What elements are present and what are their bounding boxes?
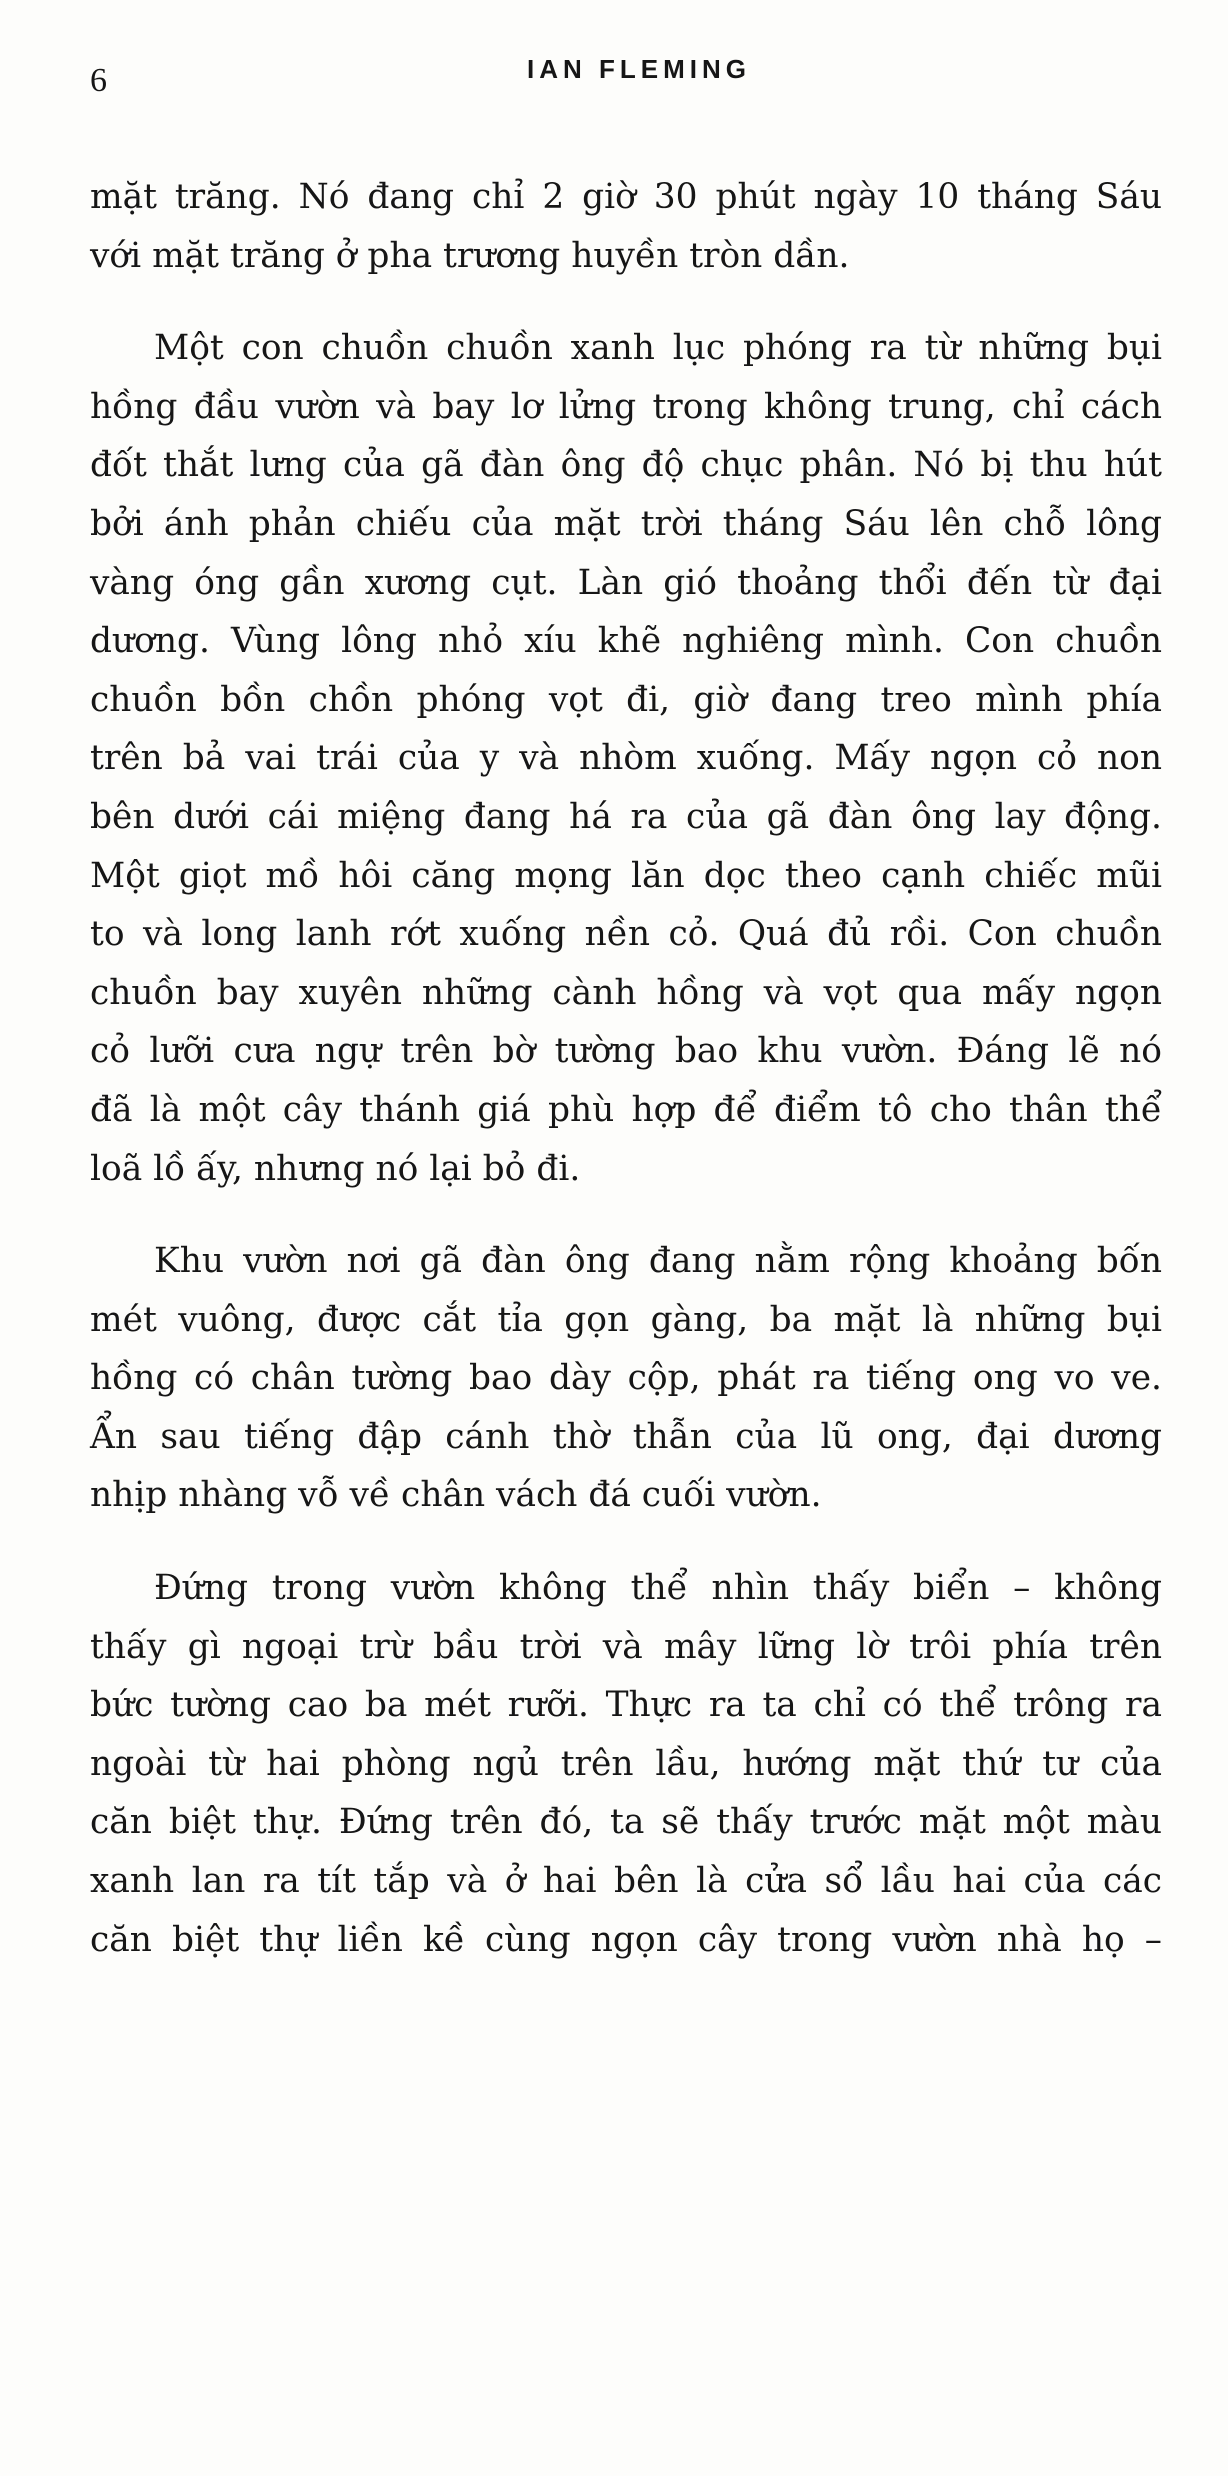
paragraph (90, 168, 1162, 285)
text-line: ngoài từ hai phòng ngủ trên lầu, hướng mặt thứ tư của (90, 1743, 1162, 1784)
text-line: trên bả vai trái của y và nhòm xuống. Mấy ngọn cỏ non (90, 738, 1162, 779)
text-line: đốt thắt lưng của gã đàn ông độ chục phân. Nó bị thu hút (90, 445, 1162, 486)
text-line: hồng có chân tường bao dày cộp, phát ra tiếng ong vo ve. (90, 1358, 1162, 1399)
text-line: loã lồ ấy, nhưng nó lại bỏ đi. (90, 1148, 581, 1189)
text-line: mét vuông, được cắt tỉa gọn gàng, ba mặt là những bụi (90, 1299, 1162, 1340)
text-line: mặt trăng. Nó đang chỉ 2 giờ 30 phút ngày 10 tháng Sáu (90, 177, 1162, 217)
text-line: dương. Vùng lông nhỏ xíu khẽ nghiêng mình. Con chuồn (90, 621, 1162, 662)
running-head: IAN FLEMING (527, 54, 751, 84)
text-line: căn biệt thự liền kề cùng ngọn cây trong vườn nhà họ – (90, 1919, 1162, 1960)
page-number: 6 (90, 62, 107, 99)
text-line: với mặt trăng ở pha trương huyền tròn dần. (90, 235, 850, 276)
text-line: chuồn bay xuyên những cành hồng và vọt qua mấy ngọn (90, 972, 1162, 1013)
text-line: bên dưới cái miệng đang há ra của gã đàn ông lay động. (90, 796, 1162, 837)
text-line: căn biệt thự. Đứng trên đó, ta sẽ thấy trước mặt một màu (90, 1802, 1162, 1843)
body-text (90, 168, 1162, 1969)
text-line: nhịp nhàng vỗ về chân vách đá cuối vườn. (90, 1475, 822, 1516)
text-line: Một giọt mồ hôi căng mọng lăn dọc theo cạnh chiếc mũi (90, 855, 1162, 896)
text-line: cỏ lưỡi cưa ngự trên bờ tường bao khu vườn. Đáng lẽ nó (90, 1031, 1162, 1072)
text-line: đã là một cây thánh giá phù hợp để điểm tô cho thân thể (90, 1089, 1162, 1130)
text-line: hồng đầu vườn và bay lơ lửng trong không trung, chỉ cách (90, 386, 1162, 427)
text-line: bởi ánh phản chiếu của mặt trời tháng Sáu lên chỗ lông (90, 503, 1162, 544)
paragraph (90, 319, 1162, 1198)
text-line: to và long lanh rớt xuống nền cỏ. Quá đủ rồi. Con chuồn (90, 914, 1162, 955)
paragraph (90, 1232, 1162, 1525)
text-line: Một con chuồn chuồn xanh lục phóng ra từ những bụi (154, 328, 1162, 369)
text-line: vàng óng gần xương cụt. Làn gió thoảng thổi đến từ đại (90, 562, 1162, 603)
text-line: thấy gì ngoại trừ bầu trời và mây lững lờ trôi phía trên (90, 1626, 1162, 1667)
text-line: Đứng trong vườn không thể nhìn thấy biển – không (154, 1568, 1162, 1609)
text-line: chuồn bồn chồn phóng vọt đi, giờ đang treo mình phía (90, 679, 1162, 720)
text-line: bức tường cao ba mét rưỡi. Thực ra ta chỉ có thể trông ra (90, 1685, 1162, 1726)
text-line: Khu vườn nơi gã đàn ông đang nằm rộng khoảng bốn (154, 1241, 1162, 1282)
text-line: Ẩn sau tiếng đập cánh thờ thẫn của lũ ong, đại dương (90, 1416, 1162, 1457)
text-line: xanh lan ra tít tắp và ở hai bên là cửa sổ lầu hai của các (90, 1861, 1162, 1902)
paragraph (90, 1559, 1162, 1969)
